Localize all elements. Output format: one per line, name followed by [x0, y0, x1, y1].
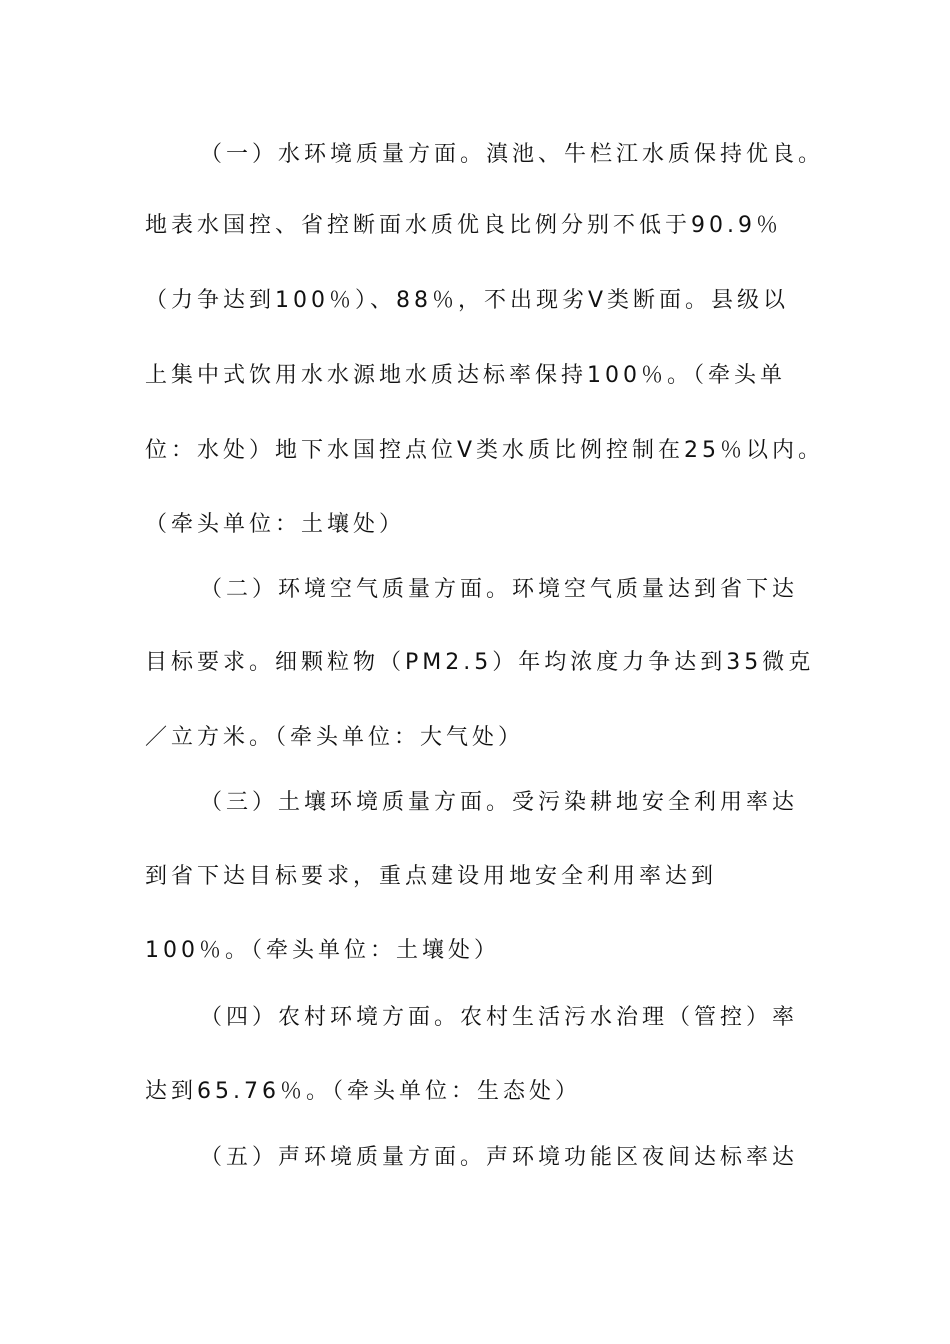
text-line: 地表水国控、省控断面水质优良比例分别不低于90.9％ [145, 213, 782, 238]
text-line: 到省下达目标要求，重点建设用地安全利用率达到 [145, 864, 718, 889]
text-line: 目标要求。细颗粒物（PM2.5）年均浓度力争达到35微克 [145, 650, 815, 675]
text-line: （力争达到100％）、88％，不出现劣Ⅴ类断面。县级以 [145, 288, 790, 313]
text-line: 达到65.76％。（牵头单位：生态处） [145, 1079, 581, 1104]
text-line: 上集中式饮用水水源地水质达标率保持100％。（牵头单 [145, 363, 786, 388]
text-line: 100％。（牵头单位：土壤处） [145, 938, 500, 963]
text-line: （三）土壤环境质量方面。受污染耕地安全利用率达 [200, 790, 799, 815]
text-line: （一）水环境质量方面。滇池、牛栏江水质保持优良。 [200, 142, 825, 167]
text-line: ／立方米。（牵头单位：大气处） [145, 725, 525, 750]
text-line: （二）环境空气质量方面。环境空气质量达到省下达 [200, 577, 799, 602]
text-line: （五）声环境质量方面。声环境功能区夜间达标率达 [200, 1145, 799, 1170]
text-line: （四）农村环境方面。农村生活污水治理（管控）率 [200, 1005, 799, 1030]
text-line: 位：水处）地下水国控点位Ⅴ类水质比例控制在25％以内。 [145, 438, 825, 463]
text-line: （牵头单位：土壤处） [145, 512, 406, 537]
